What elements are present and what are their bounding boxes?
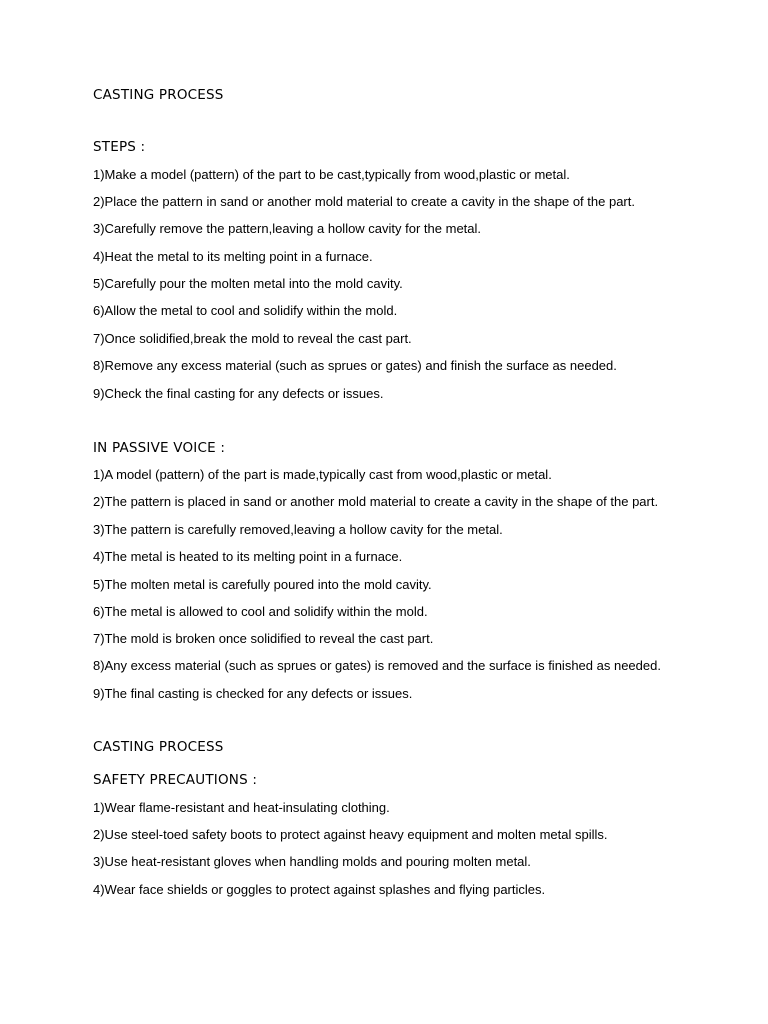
passive-item: 3)The pattern is carefully removed,leaving a hollow cavity for the metal. <box>93 522 503 537</box>
passive-item: 5)The molten metal is carefully poured into the mold cavity. <box>93 577 432 592</box>
passive-item: 2)The pattern is placed in sand or another mold material to create a cavity in the shape of the part. <box>93 494 659 509</box>
steps-item: 5)Carefully pour the molten metal into the mold cavity. <box>93 276 403 291</box>
steps-item: 1)Make a model (pattern) of the part to be cast,typically from wood,plastic or metal. <box>93 167 570 182</box>
passive-item: 9)The final casting is checked for any defects or issues. <box>93 686 413 701</box>
steps-item: 3)Carefully remove the pattern,leaving a hollow cavity for the metal. <box>93 221 482 236</box>
steps-item: 8)Remove any excess material (such as sprues or gates) and finish the surface as needed. <box>93 358 617 373</box>
passive-item: 7)The mold is broken once solidified to reveal the cast part. <box>93 631 434 646</box>
passive-item: 1)A model (pattern) of the part is made,typically cast from wood,plastic or metal. <box>93 467 552 482</box>
passive-item: 8)Any excess material (such as sprues or gates) is removed and the surface is finished as needed. <box>93 658 661 673</box>
steps-item: 7)Once solidified,break the mold to reveal the cast part. <box>93 331 412 346</box>
safety-title: CASTING PROCESS <box>93 739 224 755</box>
passive-item: 4)The metal is heated to its melting point in a furnace. <box>93 549 403 564</box>
passive-item: 6)The metal is allowed to cool and solidify within the mold. <box>93 604 428 619</box>
steps-item: 4)Heat the metal to its melting point in a furnace. <box>93 249 373 264</box>
steps-item: 6)Allow the metal to cool and solidify within the mold. <box>93 303 398 318</box>
safety-item: 4)Wear face shields or goggles to protect against splashes and flying particles. <box>93 882 546 897</box>
steps-item: 2)Place the pattern in sand or another mold material to create a cavity in the shape of the part. <box>93 194 635 209</box>
safety-item: 2)Use steel-toed safety boots to protect against heavy equipment and molten metal spills. <box>93 827 608 842</box>
steps-item: 9)Check the final casting for any defects or issues. <box>93 386 384 401</box>
safety-heading: SAFETY PRECAUTIONS : <box>93 772 258 788</box>
safety-item: 3)Use heat-resistant gloves when handling molds and pouring molten metal. <box>93 854 531 869</box>
steps-heading: STEPS : <box>93 139 146 155</box>
safety-item: 1)Wear flame-resistant and heat-insulating clothing. <box>93 800 390 815</box>
passive-voice-heading: IN PASSIVE VOICE : <box>93 440 226 456</box>
document-title: CASTING PROCESS <box>93 87 224 103</box>
